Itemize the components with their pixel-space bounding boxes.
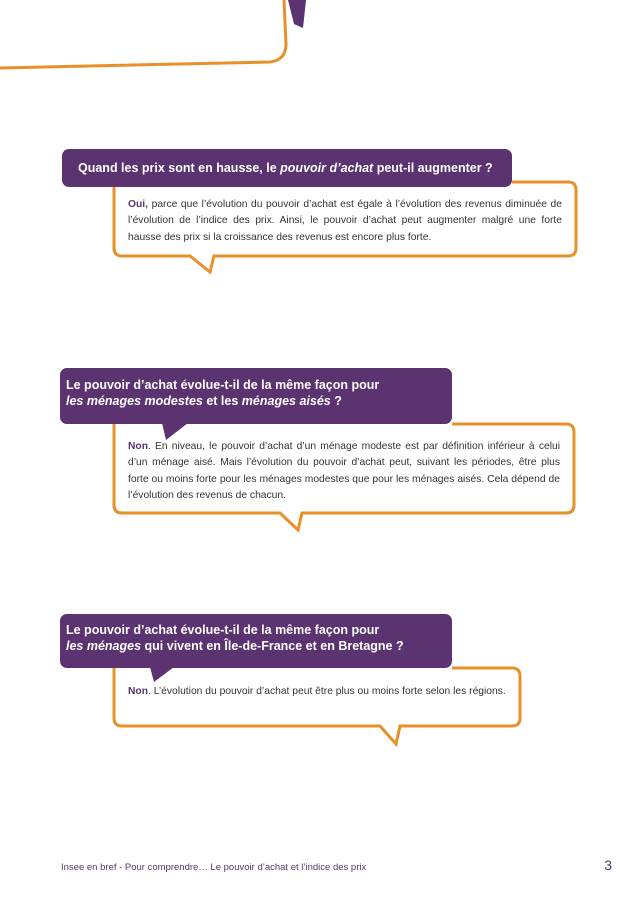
question-bubble-2 (60, 368, 452, 424)
answer-2 (128, 439, 560, 504)
question-3-line1: Le pouvoir d’achat évolue-t-il de la même façon pour (66, 623, 380, 637)
top-purple-tab (288, 0, 306, 28)
answer-3-lead: Non (128, 686, 149, 697)
answer-3-text: . L’évolution du pouvoir d’achat peut être plus ou moins forte selon les régions. (148, 686, 506, 697)
answer-1-lead: Oui, (128, 199, 149, 210)
question-bubble-3 (60, 614, 452, 668)
question-2-end: ? (330, 394, 342, 408)
question-1-highlight: pouvoir d’achat (280, 161, 374, 175)
answer-1-text: parce que l’évolution du pouvoir d’achat est égale à l’évolution des revenus diminuée de l’évolution de l’indice des prix. Ainsi, le pouvoir d’achat peut augmenter malgré une forte hausse des prix si la croissance des revenus est encore plus forte. (128, 199, 562, 243)
question-3-pointer (150, 667, 174, 682)
question-1-text-end: peut-il augmenter ? (373, 161, 493, 175)
question-2-mid: et les (202, 394, 242, 408)
question-2-line2 (66, 393, 452, 409)
question-2-line1: Le pouvoir d’achat évolue-t-il de la même façon pour (66, 378, 380, 392)
answer-2-text: . En niveau, le pouvoir d’achat d’un ménage modeste est par définition inférieur à celui d’un ménage aisé. Mais l’évolution du pouvoir d’achat peut, suivant les périodes, être plus forte ou moins forte pour les ménages modestes que pour les ménages aisés. Cela dépend de l’évolution des revenus de chacun. (128, 441, 560, 501)
answer-3 (128, 684, 512, 700)
question-bubble-1 (62, 149, 512, 187)
answer-2-lead: Non (128, 441, 149, 452)
question-2-highlight-1: les ménages modestes (66, 394, 203, 408)
page-number: 3 (604, 857, 612, 873)
question-3-line2 (66, 638, 452, 654)
question-2-pointer (162, 423, 188, 440)
answer-1 (128, 197, 562, 246)
question-3-highlight: les ménages (66, 639, 142, 653)
question-2-highlight-2: ménages aisés (241, 394, 331, 408)
question-3-end: qui vivent en Île-de-France et en Bretagne ? (141, 639, 404, 653)
answer-bubble-3-outline (114, 668, 520, 744)
footer-text: Insee en bref - Pour comprendre… Le pouvoir d’achat et l’indice des prix (61, 862, 367, 873)
top-bubble-outline (0, 0, 286, 68)
question-1-text: Quand les prix sont en hausse, le (78, 161, 281, 175)
